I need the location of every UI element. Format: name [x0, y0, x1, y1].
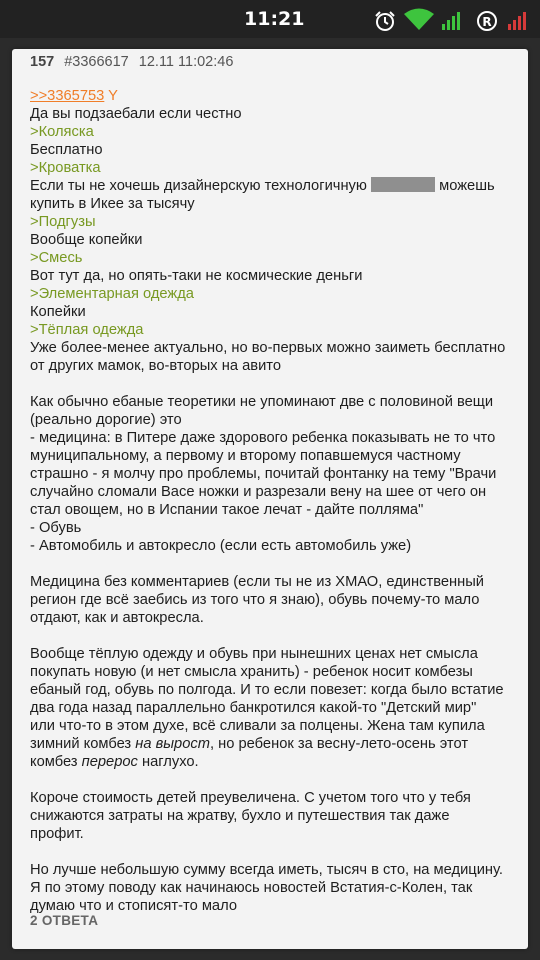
- text-line: ебаный год, обувь по полгода. И то если повезет: когда было встатие: [30, 682, 504, 698]
- text-line: Бесплатно: [30, 142, 103, 158]
- post-header: [30, 54, 233, 70]
- text-line: два года назад параллельно банкротился какой-то "Детский мир": [30, 700, 477, 716]
- text-line: - медицина: в Питере даже здорового ребенка показывать не то что: [30, 430, 496, 446]
- text-line: [30, 753, 520, 771]
- clock: 11:21: [244, 8, 305, 30]
- text-line: муниципальному, а первому и второму попавшемуся частному: [30, 448, 461, 464]
- post-datetime: 12.11 11:02:46: [138, 54, 234, 70]
- text-fragment: наглухо.: [137, 754, 199, 770]
- quote-line: >Коляска: [30, 124, 94, 140]
- text-line: покупать новую (и нет смысла хранить) - ребенок носит комбезы: [30, 664, 473, 680]
- quote-line: >Элементарная одежда: [30, 286, 194, 302]
- text-line: Копейки: [30, 304, 86, 320]
- text-line: Медицина без комментариев (если ты не из ХМАО, единственный: [30, 574, 484, 590]
- text-fragment: можешь: [439, 178, 495, 194]
- text-line: [30, 735, 520, 753]
- text-line: случайно сломали Васе ножки и разрезали вену на шее от чего он: [30, 484, 487, 500]
- reply-line: [30, 87, 520, 105]
- italic-fragment: на вырост: [135, 736, 210, 752]
- text-line: [30, 177, 520, 195]
- text-line: стал овощем, но в Испании такое лечат - дайте полляма": [30, 502, 424, 518]
- alarm-icon: [374, 10, 396, 32]
- text-line: регион где всё заебись из того что я знаю), обувь почему-то мало: [30, 592, 480, 608]
- text-line: Вообще тёплую одежду и обувь при нынешних ценах нет смысла: [30, 646, 478, 662]
- text-line: Да вы подзаебали если честно: [30, 106, 242, 122]
- wifi-icon: [404, 8, 434, 32]
- text-line: страшно - я молчу про проблемы, почитай фонтанку на тему "Врачи: [30, 466, 497, 482]
- post-id[interactable]: #3366617: [64, 54, 129, 70]
- text-line: Как обычно ебаные теоретики не упоминают две с половиной вещи: [30, 394, 494, 410]
- text-fragment: комбез: [30, 754, 82, 770]
- quote-line: >Подгузы: [30, 214, 96, 230]
- replies-button[interactable]: 2 ОТВЕТА: [30, 913, 99, 928]
- status-bar: [0, 0, 540, 38]
- svg-text:R: R: [482, 15, 492, 29]
- quote-line: >Тёплая одежда: [30, 322, 144, 338]
- text-line: Уже более-менее актуально, но во-первых можно заиметь бесплатно: [30, 340, 506, 356]
- text-line: купить в Икее за тысячу: [30, 196, 195, 212]
- post-number: 157: [30, 54, 55, 70]
- post-card[interactable]: [12, 49, 528, 949]
- text-fragment: Если ты не хочешь дизайнерскую технологичную: [30, 178, 367, 194]
- registered-icon: [476, 10, 498, 32]
- text-line: Я по этому поводу как начинаюсь новостей Встатия-с-Колен, так: [30, 880, 473, 896]
- quote-line: >Кроватка: [30, 160, 101, 176]
- post-body: [30, 87, 520, 915]
- text-line: снижаются затраты на жратву, бухло и путешествия так даже: [30, 808, 450, 824]
- text-line: Вот тут да, но опять-таки не космические деньги: [30, 268, 363, 284]
- italic-fragment: перерос: [81, 754, 138, 770]
- text-line: Но лучше небольшую сумму всегда иметь, тысяч в сто, на медицину.: [30, 862, 503, 878]
- text-line: профит.: [30, 826, 84, 842]
- text-line: - Обувь: [30, 520, 82, 536]
- text-line: или что-то в этом духе, всё сливали за полцены. Жена там купила: [30, 718, 485, 734]
- reply-marker: Y: [108, 88, 118, 104]
- text-line: думаю что и стописят-то мало: [30, 898, 237, 914]
- quote-line: >Смесь: [30, 250, 83, 266]
- text-line: от других мамок, во-вторых на авито: [30, 358, 281, 374]
- text-line: Вообще копейки: [30, 232, 143, 248]
- text-fragment: зимний комбез: [30, 736, 136, 752]
- text-line: отдают, как и автокресла.: [30, 610, 204, 626]
- reply-link[interactable]: >>3365753: [30, 88, 105, 104]
- signal-icon: [442, 10, 464, 30]
- text-line: - Автомобиль и автокресло (если есть автомобиль уже): [30, 538, 412, 554]
- text-line: (реально дорогие) это: [30, 412, 182, 428]
- text-fragment: , но ребенок за весну-лето-осень этот: [209, 736, 469, 752]
- text-line: Короче стоимость детей преувеличена. С учетом того что у тебя: [30, 790, 471, 806]
- signal-icon-red: [508, 10, 530, 30]
- spoiler-block[interactable]: [371, 177, 435, 192]
